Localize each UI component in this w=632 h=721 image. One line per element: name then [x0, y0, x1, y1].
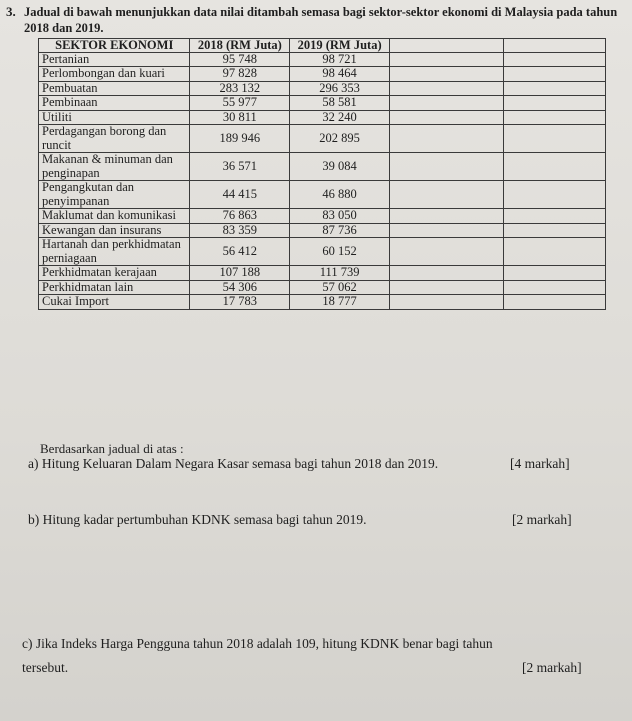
table-row	[39, 81, 606, 96]
table-row	[39, 266, 606, 281]
table-row	[39, 52, 606, 67]
question-b-marks: [2 markah]	[512, 512, 572, 527]
cell-empty	[389, 181, 503, 209]
question-c-text-continued: tersebut.	[22, 660, 69, 675]
cell-2018: 83 359	[190, 223, 290, 238]
table-row	[39, 223, 606, 238]
question-intro: Jadual di bawah menunjukkan data nilai ditambah semasa bagi sektor-sektor ekonomi di Malaysia pada tahun 2018 dan 2019.	[24, 5, 618, 35]
cell-sektor: Makanan & minuman dan penginapan	[39, 153, 190, 181]
cell-sektor: Perkhidmatan kerajaan	[39, 266, 190, 281]
cell-2019: 111 739	[290, 266, 390, 281]
question-number: 3.	[6, 4, 16, 19]
header-sektor: SEKTOR EKONOMI	[39, 39, 190, 53]
table-row	[39, 181, 606, 209]
cell-empty	[503, 110, 605, 125]
cell-empty	[503, 295, 605, 310]
cell-empty	[503, 223, 605, 238]
cell-sektor: Pertanian	[39, 52, 190, 67]
cell-2019: 202 895	[290, 125, 390, 153]
cell-2018: 44 415	[190, 181, 290, 209]
cell-empty	[503, 125, 605, 153]
cell-empty	[503, 238, 605, 266]
table-header-row	[39, 39, 606, 53]
cell-empty	[389, 96, 503, 111]
cell-sektor: Perdagangan borong dan runcit	[39, 125, 190, 153]
cell-sektor: Perlombongan dan kuari	[39, 67, 190, 82]
cell-2019: 58 581	[290, 96, 390, 111]
cell-empty	[389, 52, 503, 67]
cell-empty	[503, 81, 605, 96]
cell-empty	[389, 280, 503, 295]
cell-2019: 57 062	[290, 280, 390, 295]
after-table-text: Berdasarkan jadual di atas :	[40, 441, 184, 456]
cell-sektor: Perkhidmatan lain	[39, 280, 190, 295]
cell-2019: 87 736	[290, 223, 390, 238]
table-row	[39, 280, 606, 295]
cell-sektor: Pembinaan	[39, 96, 190, 111]
cell-2019: 98 721	[290, 52, 390, 67]
cell-empty	[503, 52, 605, 67]
table-row	[39, 67, 606, 82]
cell-2019: 296 353	[290, 81, 390, 96]
cell-sektor: Cukai Import	[39, 295, 190, 310]
header-empty-1	[389, 39, 503, 53]
cell-sektor: Pengangkutan dan penyimpanan	[39, 181, 190, 209]
cell-2018: 56 412	[190, 238, 290, 266]
table-row	[39, 295, 606, 310]
cell-sektor: Utiliti	[39, 110, 190, 125]
cell-empty	[503, 153, 605, 181]
cell-2018: 54 306	[190, 280, 290, 295]
header-2019: 2019 (RM Juta)	[290, 39, 390, 53]
question-c-marks: [2 markah]	[522, 660, 582, 675]
cell-empty	[503, 181, 605, 209]
table-row	[39, 96, 606, 111]
header-2018: 2018 (RM Juta)	[190, 39, 290, 53]
cell-2018: 17 783	[190, 295, 290, 310]
cell-empty	[389, 295, 503, 310]
question-a-text: a) Hitung Keluaran Dalam Negara Kasar semasa bagi tahun 2018 dan 2019.	[28, 456, 439, 471]
table-row	[39, 238, 606, 266]
cell-empty	[503, 96, 605, 111]
header-empty-2	[503, 39, 605, 53]
cell-sektor: Kewangan dan insurans	[39, 223, 190, 238]
cell-empty	[389, 238, 503, 266]
table-row	[39, 153, 606, 181]
cell-2019: 18 777	[290, 295, 390, 310]
cell-2019: 98 464	[290, 67, 390, 82]
cell-2018: 30 811	[190, 110, 290, 125]
cell-empty	[389, 110, 503, 125]
cell-2018: 95 748	[190, 52, 290, 67]
cell-2018: 189 946	[190, 125, 290, 153]
cell-sektor: Pembuatan	[39, 81, 190, 96]
cell-2018: 97 828	[190, 67, 290, 82]
cell-empty	[503, 209, 605, 224]
cell-2018: 55 977	[190, 96, 290, 111]
cell-2018: 107 188	[190, 266, 290, 281]
sector-value-table	[38, 38, 606, 310]
cell-2018: 76 863	[190, 209, 290, 224]
cell-2019: 60 152	[290, 238, 390, 266]
table-row	[39, 125, 606, 153]
cell-sektor: Maklumat dan komunikasi	[39, 209, 190, 224]
cell-2019: 32 240	[290, 110, 390, 125]
table-row	[39, 110, 606, 125]
cell-2019: 83 050	[290, 209, 390, 224]
cell-2019: 46 880	[290, 181, 390, 209]
cell-empty	[389, 67, 503, 82]
table-row	[39, 209, 606, 224]
cell-empty	[503, 67, 605, 82]
question-a-marks: [4 markah]	[510, 456, 570, 471]
cell-sektor: Hartanah dan perkhidmatan perniagaan	[39, 238, 190, 266]
cell-empty	[389, 209, 503, 224]
cell-2019: 39 084	[290, 153, 390, 181]
cell-empty	[503, 280, 605, 295]
cell-empty	[389, 153, 503, 181]
cell-empty	[389, 266, 503, 281]
cell-empty	[503, 266, 605, 281]
cell-empty	[389, 125, 503, 153]
question-b-text: b) Hitung kadar pertumbuhan KDNK semasa bagi tahun 2019.	[28, 512, 367, 527]
cell-2018: 36 571	[190, 153, 290, 181]
cell-empty	[389, 81, 503, 96]
cell-2018: 283 132	[190, 81, 290, 96]
cell-empty	[389, 223, 503, 238]
question-c-text: c) Jika Indeks Harga Pengguna tahun 2018 adalah 109, hitung KDNK benar bagi tahun	[22, 636, 493, 651]
